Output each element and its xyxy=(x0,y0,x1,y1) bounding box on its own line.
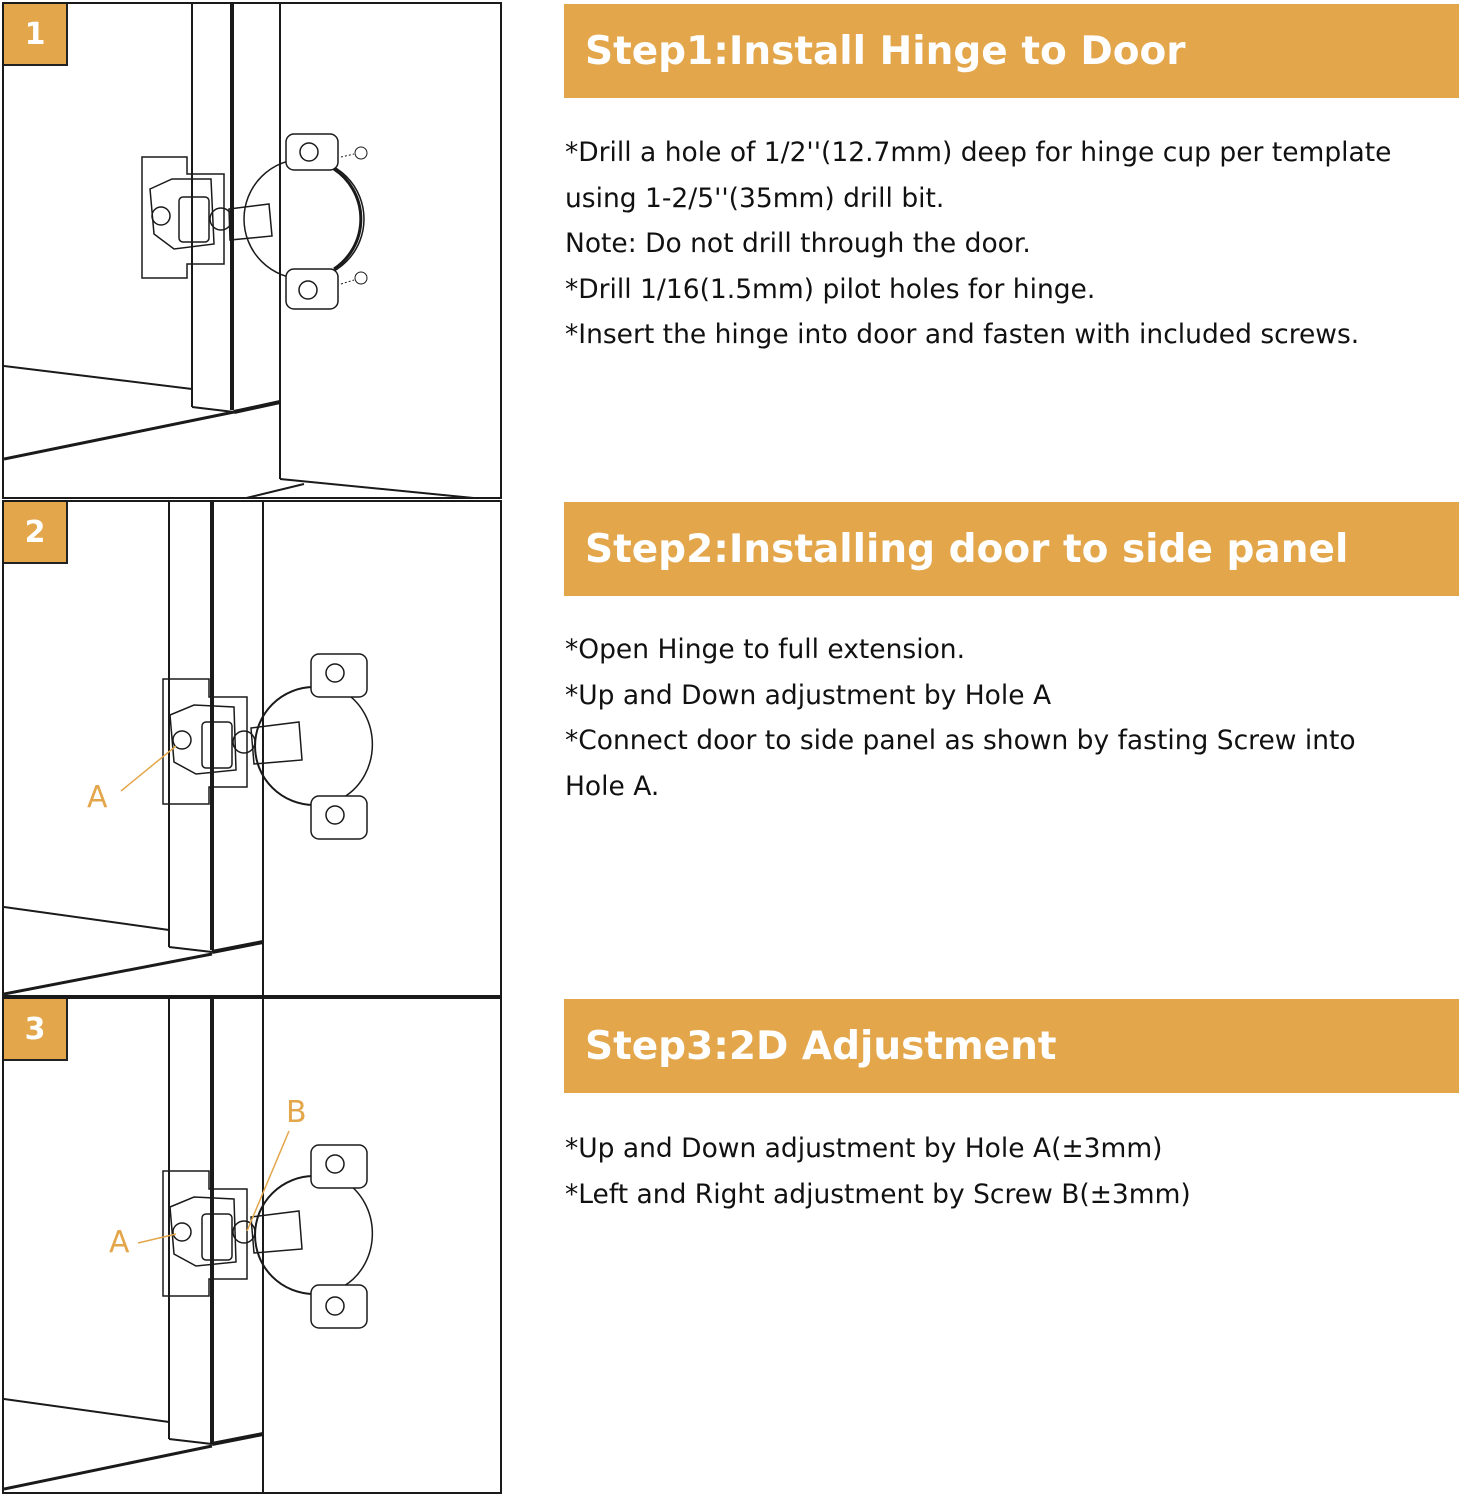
callout-label-hole-a: A xyxy=(109,1225,130,1260)
instruction-line: *Left and Right adjustment by Screw B(±3mm) xyxy=(565,1178,1191,1210)
step-1-header xyxy=(564,4,1459,98)
step-3-instructions xyxy=(565,1126,1460,1217)
step-number-badge: 2 xyxy=(4,502,68,564)
instruction-line: *Up and Down adjustment by Hole A(±3mm) xyxy=(565,1133,1163,1164)
2d-adjustment-illustration xyxy=(4,999,502,1494)
instruction-line: *Open Hinge to full extension. xyxy=(565,634,965,665)
illustration-panel-3 xyxy=(2,997,502,1494)
step-number-badge: 1 xyxy=(4,4,68,66)
instruction-line: *Drill a hole of 1/2''(12.7mm) deep for hinge cup per template xyxy=(565,137,1392,168)
callout-label-hole-a: A xyxy=(87,780,108,815)
instruction-line: *Drill 1/16(1.5mm) pilot holes for hinge. xyxy=(565,273,1096,305)
callout-label-screw-b: B xyxy=(286,1095,307,1130)
instruction-line: using 1-2/5''(35mm) drill bit. xyxy=(565,182,945,214)
instruction-line: *Connect door to side panel as shown by fasting Screw into xyxy=(565,725,1356,756)
step-2-title: Step2:Installing door to side panel xyxy=(585,526,1349,572)
illustration-panel-1 xyxy=(2,2,502,499)
step-2-instructions xyxy=(565,627,1460,809)
illustration-panel-2 xyxy=(2,500,502,997)
instruction-line: Note: Do not drill through the door. xyxy=(565,228,1031,259)
hinge-install-door-illustration xyxy=(4,4,502,499)
step-1-title: Step1:Install Hinge to Door xyxy=(585,28,1186,74)
door-to-side-panel-illustration xyxy=(4,502,502,997)
instruction-line: *Insert the hinge into door and fasten with included screws. xyxy=(565,319,1360,350)
step-3-header xyxy=(564,999,1459,1093)
step-1-instructions xyxy=(565,130,1460,358)
step-2-header xyxy=(564,502,1459,596)
instruction-line: *Up and Down adjustment by Hole A xyxy=(565,679,1052,711)
instruction-line: Hole A. xyxy=(565,770,660,802)
step-3-title: Step3:2D Adjustment xyxy=(585,1023,1057,1069)
step-number-badge: 3 xyxy=(4,999,68,1061)
